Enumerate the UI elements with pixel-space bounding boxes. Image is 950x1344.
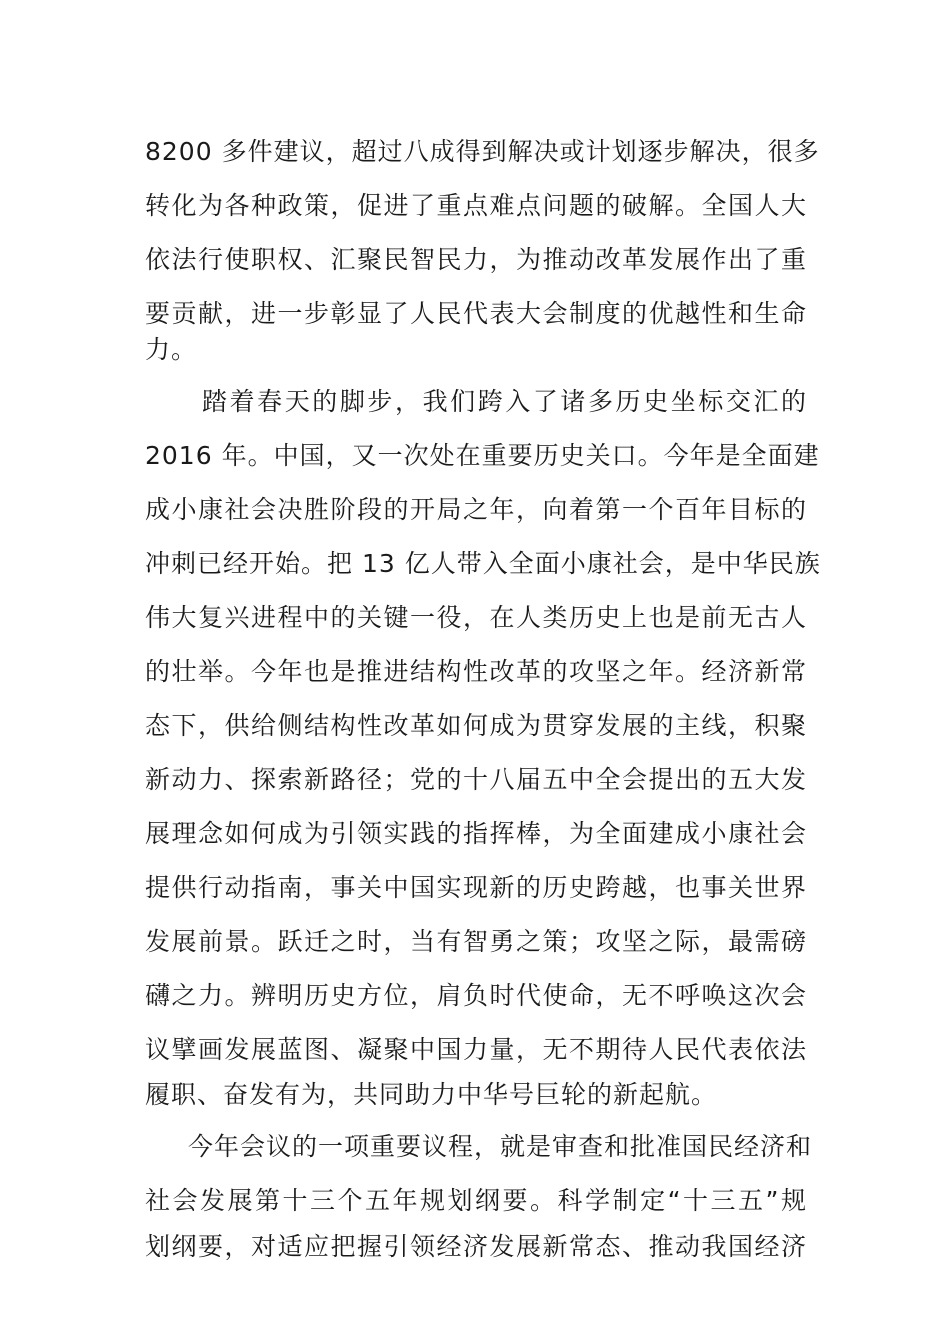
text-line: 议擘画发展蓝图、凝聚中国力量，无不期待人民代表依法 (145, 1035, 807, 1064)
text-line: 8200 多件建议，超过八成得到解决或计划逐步解决，很多 (145, 137, 820, 166)
text-line: 依法行使职权、汇聚民智民力，为推动改革发展作出了重 (145, 245, 807, 274)
text-line: 态下，供给侧结构性改革如何成为贯穿发展的主线，积聚 (145, 711, 807, 740)
text-line: 转化为各种政策，促进了重点难点问题的破解。全国人大 (145, 191, 807, 220)
text-line: 冲刺已经开始。把 13 亿人带入全面小康社会，是中华民族 (145, 549, 821, 578)
text-line: 要贡献，进一步彰显了人民代表大会制度的优越性和生命 (145, 299, 807, 328)
text-line: 的壮举。今年也是推进结构性改革的攻坚之年。经济新常 (145, 657, 807, 686)
text-line: 力。 (145, 335, 198, 364)
text-line: 展理念如何成为引领实践的指挥棒，为全面建成小康社会 (145, 819, 807, 848)
text-line: 社会发展第十三个五年规划纲要。科学制定“十三五”规 (145, 1186, 807, 1215)
text-line: 履职、奋发有为，共同助力中华号巨轮的新起航。 (145, 1080, 718, 1109)
text-line: 2016 年。中国，又一次处在重要历史关口。今年是全面建 (145, 441, 820, 470)
text-line-indented: 今年会议的一项重要议程，就是审查和批准国民经济和 (188, 1132, 813, 1161)
text-line: 成小康社会决胜阶段的开局之年，向着第一个百年目标的 (145, 495, 807, 524)
text-line: 礴之力。辨明历史方位，肩负时代使命，无不呼唤这次会 (145, 981, 807, 1010)
text-line: 提供行动指南，事关中国实现新的历史跨越，也事关世界 (145, 873, 807, 902)
text-line: 新动力、探索新路径；党的十八届五中全会提出的五大发 (145, 765, 807, 794)
text-line: 伟大复兴进程中的关键一役，在人类历史上也是前无古人 (145, 603, 807, 632)
text-line: 划纲要，对适应把握引领经济发展新常态、推动我国经济 (145, 1232, 807, 1261)
text-line-indented: 踏着春天的脚步，我们跨入了诸多历史坐标交汇的 (202, 387, 807, 416)
text-line: 发展前景。跃迁之时，当有智勇之策；攻坚之际，最需磅 (145, 927, 807, 956)
